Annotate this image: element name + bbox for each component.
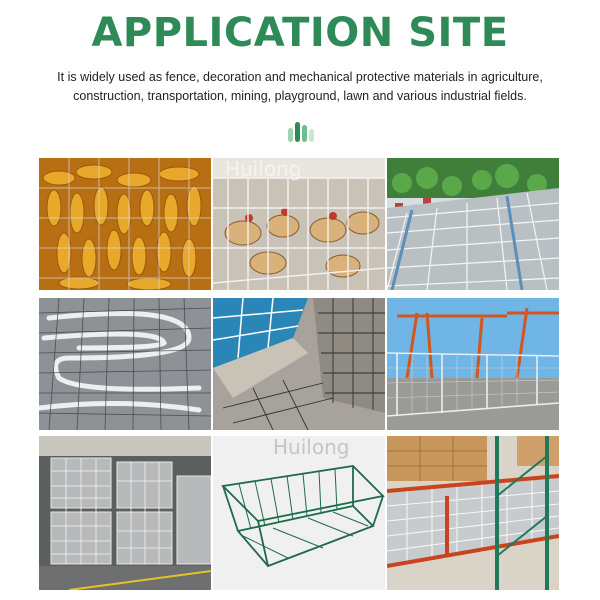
watermark: Huilong bbox=[225, 158, 302, 181]
watermark: Huilong bbox=[273, 436, 350, 459]
storage-cage-photo bbox=[39, 436, 211, 590]
poultry-cage-photo bbox=[213, 158, 385, 290]
floor-heating-mesh-photo bbox=[39, 298, 211, 430]
pallet-rack-decking-photo bbox=[387, 436, 559, 590]
wire-basket-photo bbox=[213, 436, 385, 590]
nursery-bench-photo bbox=[387, 158, 559, 290]
page-title: APPLICATION SITE bbox=[91, 10, 509, 56]
port-fence-photo bbox=[387, 298, 559, 430]
corn-crib-photo bbox=[39, 158, 211, 290]
bars-divider-icon bbox=[286, 120, 316, 144]
wall-plaster-mesh-photo bbox=[213, 298, 385, 430]
application-gallery bbox=[39, 158, 559, 590]
page-description: It is widely used as fence, decoration and mechanical protective materials in agriculture, construction, transportation, mining, playground, lawn and various industrial fields. bbox=[57, 70, 543, 103]
